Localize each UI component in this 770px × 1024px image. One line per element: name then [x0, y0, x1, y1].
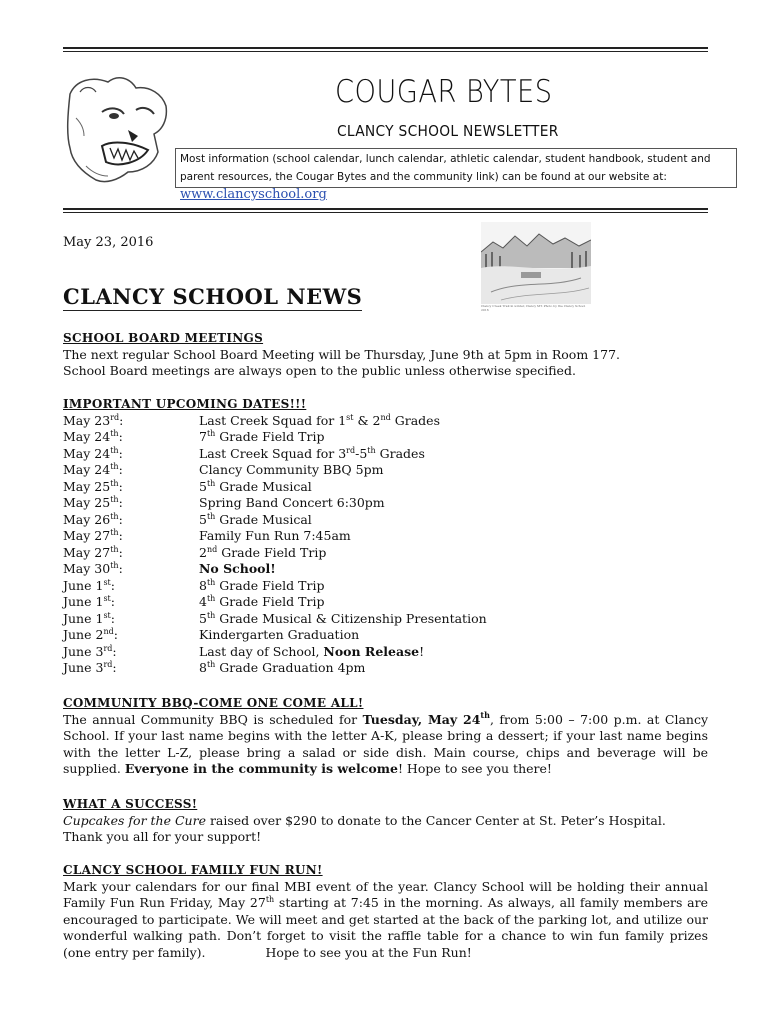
dates-heading: IMPORTANT UPCOMING DATES!!! [63, 397, 307, 411]
date-label: June 1st: [63, 610, 115, 626]
date-event: Last Creek Squad for 1st & 2nd Grades [199, 412, 440, 428]
website-info-box [175, 148, 737, 202]
funrun-text-1: Mark your calendars for our final MBI event of the year. Clancy School will be holding their annual Family Fun Run Friday, May 27 [63, 878, 708, 910]
date-event: 8th Grade Field Trip [199, 577, 325, 593]
date-row [63, 512, 708, 529]
date-row [63, 627, 708, 644]
date-event: Spring Band Concert 6:30pm [199, 495, 385, 510]
funrun-heading: CLANCY SCHOOL FAMILY FUN RUN! [63, 863, 323, 877]
date-event: 2nd Grade Field Trip [199, 544, 327, 560]
date-event: Kindergarten Graduation [199, 627, 360, 642]
funrun-closing: Hope to see you at the Fun Run! [265, 944, 472, 960]
success-heading: WHAT A SUCCESS! [63, 797, 198, 811]
date-event: 5th Grade Musical & Citizenship Presentation [199, 610, 487, 626]
success-line-1 [63, 813, 708, 830]
info-text: Most information (school calendar, lunch calendar, athletic calendar, student handbook, student and parent resources, the Cougar Bytes and the community link) can be found at our website at: [180, 153, 711, 183]
bbq-date-sup: th [480, 710, 490, 721]
top-rule [63, 47, 708, 52]
date-label: May 27th: [63, 544, 123, 560]
date-label: May 27th: [63, 527, 123, 543]
date-row [63, 495, 708, 512]
date-row [63, 594, 708, 611]
success-text: raised over $290 to donate to the Cancer Center at St. Peter’s Hospital. [205, 812, 666, 828]
date-event: 8th Grade Graduation 4pm [199, 659, 366, 675]
date-row [63, 660, 708, 677]
masthead-bottom-rule [63, 208, 708, 213]
date-label: May 25th: [63, 494, 123, 510]
date-row [63, 413, 708, 430]
date-label: May 24th: [63, 445, 123, 461]
bbq-heading: COMMUNITY BBQ-COME ONE COME ALL! [63, 696, 364, 710]
date-label: June 3rd: [63, 643, 117, 659]
board-line-2: School Board meetings are always open to the public unless otherwise specified. [63, 363, 576, 378]
success-line-2: Thank you all for your support! [63, 829, 262, 844]
success-section [63, 796, 708, 846]
success-event: Cupcakes for the Cure [63, 812, 206, 828]
date-label: June 1st: [63, 593, 115, 609]
date-event: Last Creek Squad for 3rd-5th Grades [199, 445, 425, 461]
funrun-section [63, 862, 708, 961]
news-title: CLANCY SCHOOL NEWS [63, 284, 363, 309]
dates-section [63, 396, 708, 677]
date-label: May 30th: [63, 560, 123, 576]
date-row [63, 429, 708, 446]
date-label: June 1st: [63, 577, 115, 593]
newsletter-date: May 23, 2016 [63, 235, 154, 250]
date-label: May 24th: [63, 428, 123, 444]
date-event: No School! [199, 561, 276, 576]
bbq-text-2: , from 5:00 – 7:00 p.m. at Clancy School. If your last name begins with the letter A-K, please bring a dessert; if your last name begins with the letter L-Z, please bring a salad or side dish. Main course, chips and beverage will be supplied. [63, 711, 709, 776]
date-event: Family Fun Run 7:45am [199, 528, 351, 543]
date-event: 4th Grade Field Trip [199, 593, 325, 609]
funrun-sup: th [265, 894, 275, 904]
board-heading: SCHOOL BOARD MEETINGS [63, 331, 264, 345]
photo-caption: Clancy Creek Trail in winter, Clancy MT. Photo by the Clancy School 2016 [481, 304, 586, 312]
funrun-text-2: starting at 7:45 in the morning. As always, all family members are encouraged to participate. We will meet and get started at the back of the parking lot, and utilize our wonderful walking path. Don’t forget to visit the raffle table for a chance to win fun family prizes (one entry per family). [63, 895, 708, 960]
date-label: June 2nd: [63, 626, 118, 642]
dates-list [63, 413, 708, 677]
date-row [63, 578, 708, 595]
board-section [63, 330, 708, 380]
date-row [63, 462, 708, 479]
date-row [63, 446, 708, 463]
bbq-welcome: Everyone in the community is welcome [124, 761, 398, 776]
bbq-text-3: ! Hope to see you there! [397, 761, 552, 776]
date-row [63, 528, 708, 545]
website-link[interactable]: www.clancyschool.org [180, 187, 327, 202]
date-label: May 23rd: [63, 412, 124, 428]
bbq-text-1: The annual Community BBQ is scheduled for [63, 711, 363, 727]
landscape-photo [481, 222, 591, 312]
newsletter-title: COUGAR BYTES [335, 74, 553, 110]
date-event: 7th Grade Field Trip [199, 428, 325, 444]
date-label: May 26th: [63, 511, 123, 527]
date-event: 5th Grade Musical [199, 478, 312, 494]
newsletter-subtitle: CLANCY SCHOOL NEWSLETTER [337, 122, 559, 140]
date-event: 5th Grade Musical [199, 511, 312, 527]
date-row [63, 545, 708, 562]
date-row [63, 644, 708, 661]
board-line-1: The next regular School Board Meeting will be Thursday, June 9th at 5pm in Room 177. [63, 346, 620, 362]
date-row [63, 611, 708, 628]
date-label: May 24th: [63, 461, 123, 477]
cougar-logo-icon [62, 72, 170, 190]
date-row [63, 479, 708, 496]
date-row [63, 561, 708, 578]
bbq-date: Tuesday, May 24 [362, 711, 481, 727]
date-event: Clancy Community BBQ 5pm [199, 462, 384, 477]
date-label: May 25th: [63, 478, 123, 494]
bbq-paragraph [63, 712, 708, 778]
bbq-section [63, 695, 708, 778]
funrun-paragraph [63, 879, 708, 962]
date-event: Last day of School, Noon Release! [199, 643, 425, 659]
date-label: June 3rd: [63, 659, 117, 675]
